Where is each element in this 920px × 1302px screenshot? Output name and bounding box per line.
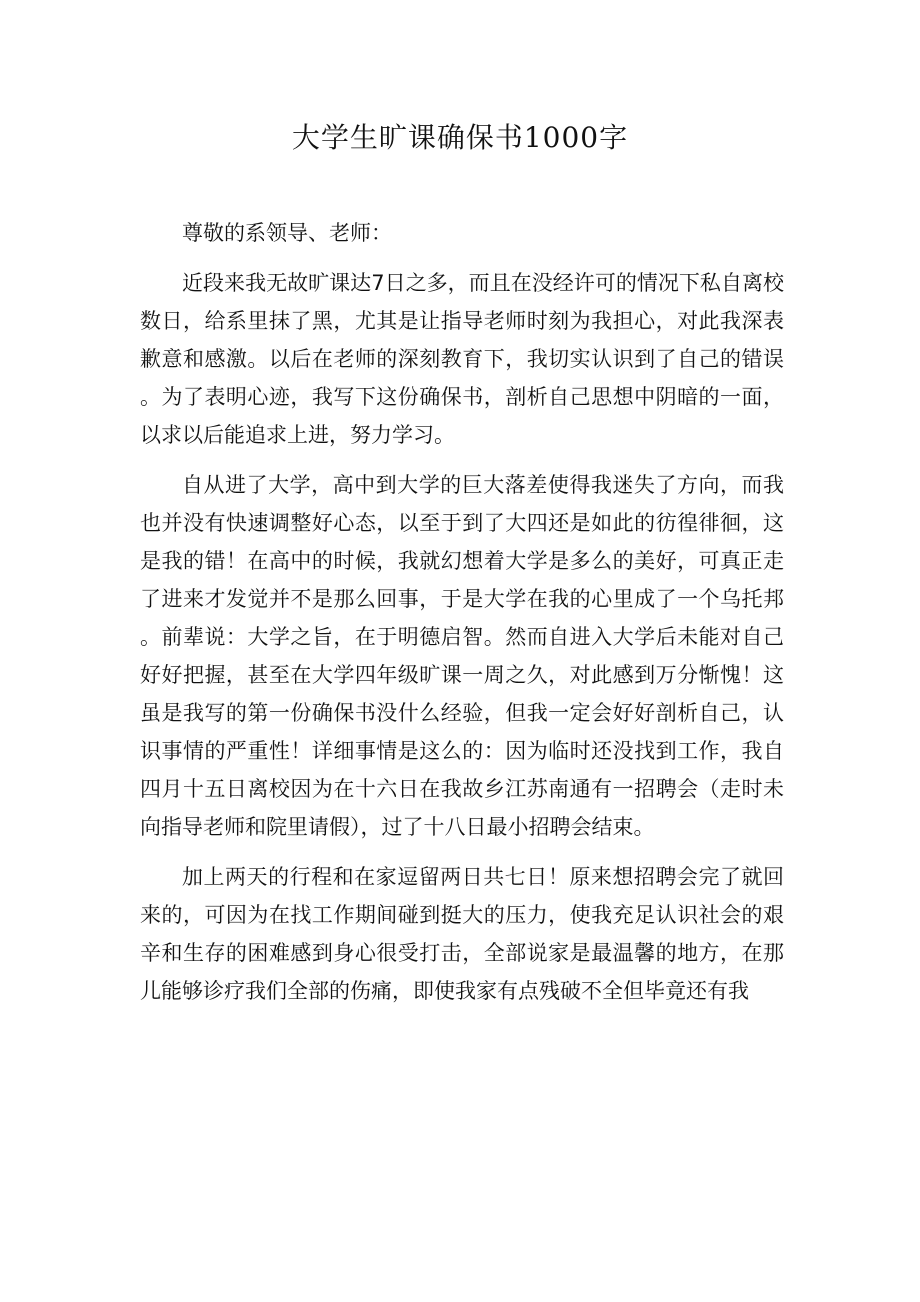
document-body (140, 214, 784, 1022)
paragraph-1: 近段来我无故旷课达7日之多，而且在没经许可的情况下私自离校数日，给系里抹了黑，尤其是让指导老师时刻为我担心，对此我深表歉意和感激。以后在老师的深刻教育下，我切实认识到了自己的错误。为了表明心迹，我写下这份确保书，剖析自己思想中阴暗的一面，以求以后能追求上进，努力学习。 (140, 271, 784, 447)
paragraph-2: 自从进了大学，高中到大学的巨大落差使得我迷失了方向，而我也并没有快速调整好心态，以至于到了大四还是如此的彷徨徘徊，这是我的错！在高中的时候，我就幻想着大学是多么的美好，可真正走了进来才发觉并不是那么回事，于是大学在我的心里成了一个乌托邦。前辈说：大学之旨，在于明德启智。然而自进入大学后未能对自己好好把握，甚至在大学四年级旷课一周之久，对此感到万分惭愧！这虽是我写的第一份确保书没什么经验，但我一定会好好剖析自己，认识事情的严重性！详细事情是这么的：因为临时还没找到工作，我自四月十五日离校因为在十六日在我故乡江苏南通有一招聘会（走时未向指导老师和院里请假），过了十八日最小招聘会结束。 (140, 473, 784, 839)
document-title: 大学生旷课确保书1000字 (291, 121, 629, 154)
paragraph-3: 加上两天的行程和在家逗留两日共七日！原来想招聘会完了就回来的，可因为在找工作期间碰到挺大的压力，使我充足认识社会的艰辛和生存的困难感到身心很受打击，全部说家是最温馨的地方，在那儿能够诊疗我们全部的伤痛，即使我家有点残破不全但毕竟还有我 (140, 865, 784, 1003)
greeting-line: 尊敬的系领导、老师： (182, 221, 392, 245)
